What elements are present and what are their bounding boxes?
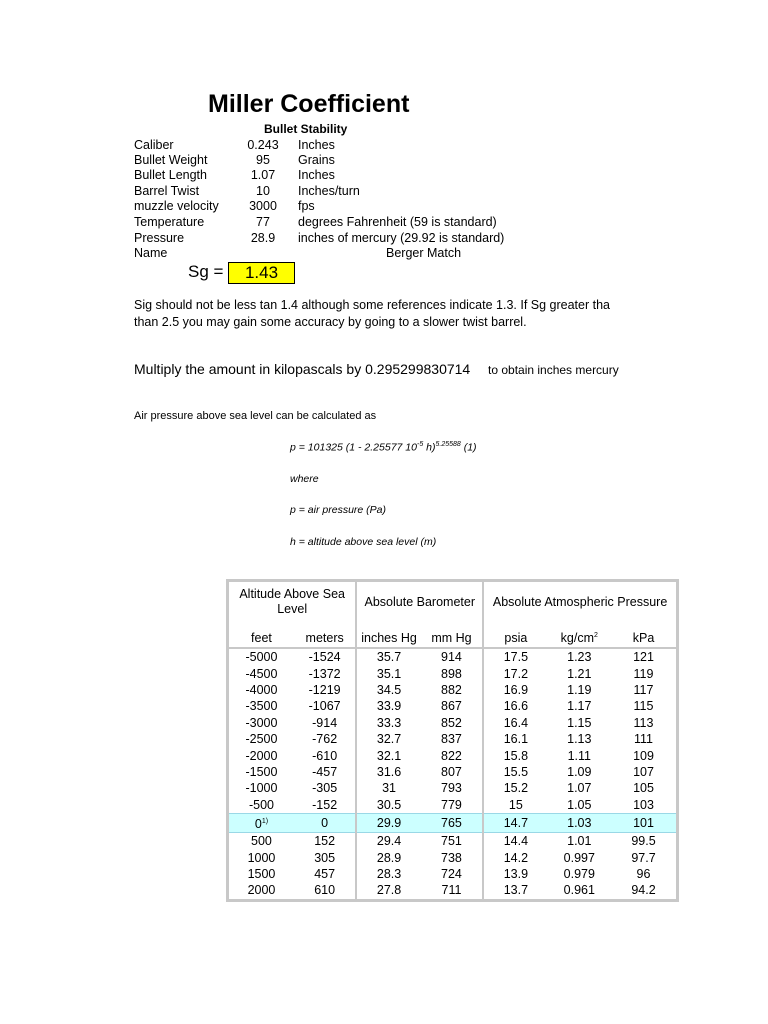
cell-value: 0.961 (563, 883, 595, 898)
cell-value: 305 (314, 850, 336, 865)
cell-value: -1067 (308, 699, 341, 714)
table-row (228, 682, 678, 698)
cell-value: 28.3 (376, 867, 402, 882)
cell-value: -1372 (308, 666, 341, 681)
table-cell (294, 682, 356, 698)
table-cell (548, 665, 611, 681)
table-cell (294, 764, 356, 780)
table-row (228, 731, 678, 747)
param-value: 28.9 (250, 231, 276, 245)
table-cell (548, 648, 611, 665)
table-cell (548, 764, 611, 780)
formula-mid: h) (423, 441, 436, 454)
table-cell (294, 780, 356, 796)
param-unit: inches of mercury (29.92 is standard) (298, 231, 505, 245)
table-cell (421, 849, 483, 865)
cell-value: 31 (382, 781, 396, 796)
table-cell (228, 731, 294, 747)
barometer-group-header: Absolute Barometer (356, 581, 483, 623)
cell-value: -762 (312, 732, 338, 747)
table-cell (483, 682, 547, 698)
param-label: Name (134, 246, 168, 260)
cell-value: 852 (441, 715, 462, 730)
cell-value: 33.9 (376, 699, 402, 714)
table-cell (356, 780, 420, 796)
table-cell (548, 682, 611, 698)
table-cell (356, 731, 420, 747)
table-cell (421, 665, 483, 681)
table-cell (421, 797, 483, 814)
cell-value: 724 (441, 867, 462, 882)
table-cell (421, 731, 483, 747)
table-row (228, 849, 678, 865)
cell-value: 1.07 (567, 781, 592, 796)
kgcm-superscript: 2 (594, 631, 598, 639)
cell-value: 107 (633, 764, 654, 779)
kilopascal-conversion-text: Multiply the amount in kilopascals by 0.295299830714 (134, 361, 471, 377)
table-cell (356, 882, 420, 900)
param-value: 3000 (249, 199, 277, 213)
cell-value: 0.979 (563, 867, 595, 882)
cell-value: 16.9 (503, 682, 529, 697)
page-title: Miller Coefficient (208, 90, 410, 118)
table-cell (294, 849, 356, 865)
table-cell (356, 866, 420, 882)
table-cell (548, 833, 611, 850)
cell-value: 500 (251, 834, 272, 849)
cell-value: 610 (314, 883, 336, 898)
cell-value: 898 (441, 666, 462, 681)
formula-main: p = 101325 (1 - 2.25577 10 (290, 441, 417, 454)
table-cell (294, 797, 356, 814)
pressure-formula (290, 441, 477, 454)
table-row (228, 648, 678, 665)
table-cell (483, 731, 547, 747)
table-cell (611, 665, 677, 681)
cell-value: 15.2 (503, 781, 529, 796)
cell-value: 33.3 (376, 715, 402, 730)
table-cell (294, 833, 356, 850)
cell-value: 29.9 (376, 815, 402, 830)
column-header-meters: meters (294, 622, 356, 648)
table-cell (548, 698, 611, 714)
cell-value: 807 (441, 764, 462, 779)
table-cell (294, 698, 356, 714)
cell-value: 1.11 (567, 748, 591, 763)
cell-value: 457 (314, 867, 336, 882)
table-cell (483, 715, 547, 731)
cell-value: 1.23 (567, 650, 592, 665)
table-cell (483, 833, 547, 850)
table-cell (421, 866, 483, 882)
cell-value: 1.19 (567, 682, 592, 697)
table-cell (548, 813, 611, 832)
cell-value: 1.03 (567, 815, 592, 830)
table-cell (294, 866, 356, 882)
table-cell (611, 813, 677, 832)
table-cell (356, 849, 420, 865)
table-cell (228, 882, 294, 900)
cell-value: 1.17 (567, 699, 592, 714)
table-cell (294, 882, 356, 900)
cell-value: 35.1 (376, 666, 402, 681)
cell-value: 882 (441, 682, 462, 697)
table-column-header-row (228, 622, 678, 648)
table-row (228, 698, 678, 714)
table-cell (228, 648, 294, 665)
cell-value: 0 (254, 817, 262, 832)
table-cell (294, 648, 356, 665)
formula-end: (1) (460, 441, 477, 454)
table-cell (483, 797, 547, 814)
cell-value: 13.9 (503, 867, 529, 882)
table-cell (356, 747, 420, 763)
table-cell (228, 833, 294, 850)
param-unit: Inches (298, 138, 335, 152)
table-cell (421, 682, 483, 698)
table-cell (228, 665, 294, 681)
sg-value-cell: 1.43 (228, 262, 295, 284)
cell-value: 96 (636, 867, 651, 882)
table-cell (611, 715, 677, 731)
cell-value: -5000 (245, 650, 278, 665)
table-cell (228, 747, 294, 763)
param-value: 77 (256, 215, 270, 229)
param-value: 95 (256, 153, 270, 167)
cell-value: 29.4 (376, 834, 402, 849)
table-row (228, 833, 678, 850)
table-cell (421, 764, 483, 780)
cell-value: 0.997 (563, 850, 595, 865)
table-cell (421, 882, 483, 900)
cell-value: 103 (633, 797, 654, 812)
atmospheric-group-header: Absolute Atmospheric Pressure (483, 581, 677, 623)
table-cell (611, 833, 677, 850)
cell-value: 14.7 (503, 815, 529, 830)
table-cell (356, 665, 420, 681)
cell-value: 1.05 (567, 797, 592, 812)
table-cell (294, 813, 356, 832)
cell-value: 27.8 (376, 883, 402, 898)
cell-value: 16.6 (503, 699, 529, 714)
cell-value: -3500 (245, 699, 278, 714)
table-cell (611, 764, 677, 780)
param-label: Bullet Length (134, 168, 207, 182)
column-header-kgcm2 (548, 622, 611, 648)
table-cell (611, 780, 677, 796)
table-cell (483, 764, 547, 780)
table-cell (421, 715, 483, 731)
cell-value: 751 (441, 834, 462, 849)
cell-value: 31.6 (376, 764, 402, 779)
cell-value: 30.5 (376, 797, 402, 812)
formula-def-p: p = air pressure (Pa) (290, 504, 386, 516)
table-cell (228, 698, 294, 714)
table-row (228, 882, 678, 900)
param-name-value: Berger Match (386, 246, 462, 260)
altitude-pressure-table (226, 579, 679, 902)
table-cell (483, 665, 547, 681)
table-cell (356, 764, 420, 780)
cell-value: 17.2 (503, 666, 529, 681)
table-cell (228, 764, 294, 780)
cell-value: 0 (321, 815, 329, 830)
table-cell (228, 780, 294, 796)
kilopascal-conversion-suffix: to obtain inches mercury (488, 363, 619, 377)
cell-value: 28.9 (376, 850, 402, 865)
param-unit: Inches/turn (298, 184, 360, 198)
cell-value: -1500 (245, 764, 278, 779)
param-label: Barrel Twist (134, 184, 200, 198)
param-value: 10 (256, 184, 270, 198)
cell-value: -1524 (308, 650, 341, 665)
cell-value: 867 (441, 699, 462, 714)
kgcm-label: kg/cm (560, 631, 595, 645)
table-row (228, 780, 678, 796)
formula-where: where (290, 473, 319, 485)
table-cell (294, 747, 356, 763)
table-cell (611, 698, 677, 714)
param-label: muzzle velocity (134, 199, 219, 213)
cell-value: 914 (441, 650, 462, 665)
cell-value: 32.1 (376, 748, 402, 763)
cell-value: 34.5 (376, 682, 402, 697)
cell-value: 1.01 (567, 834, 592, 849)
cell-value: -610 (312, 748, 338, 763)
table-cell (356, 797, 420, 814)
table-cell (228, 813, 294, 832)
param-value: 1.07 (250, 168, 276, 182)
param-label: Caliber (134, 138, 174, 152)
table-cell (356, 682, 420, 698)
table-row (228, 715, 678, 731)
param-label: Temperature (134, 215, 205, 229)
table-cell (483, 866, 547, 882)
cell-value: 2000 (247, 883, 276, 898)
cell-value: 15.5 (503, 764, 529, 779)
cell-value: -2000 (245, 748, 278, 763)
cell-value: -457 (312, 764, 338, 779)
cell-value: 15.8 (503, 748, 529, 763)
table-cell (548, 866, 611, 882)
cell-value: 13.7 (503, 883, 529, 898)
column-header-mm-hg: mm Hg (421, 622, 483, 648)
table-cell (548, 849, 611, 865)
cell-value: 121 (633, 650, 654, 665)
param-unit: fps (298, 199, 315, 213)
table-cell (356, 813, 420, 832)
table-cell (483, 648, 547, 665)
table-cell (228, 849, 294, 865)
cell-value: 765 (441, 815, 462, 830)
column-header-psia: psia (483, 622, 547, 648)
altitude-group-header: Altitude Above Sea Level (239, 587, 345, 616)
table-cell (611, 866, 677, 882)
cell-value: -305 (312, 781, 338, 796)
cell-value: 1500 (247, 867, 276, 882)
table-cell (421, 780, 483, 796)
table-cell (611, 648, 677, 665)
footnote-marker: 1) (261, 817, 269, 825)
table-cell (228, 715, 294, 731)
cell-value: 837 (441, 732, 462, 747)
cell-value: 793 (441, 781, 462, 796)
cell-value: 117 (633, 682, 654, 697)
table-cell (483, 698, 547, 714)
table-cell (483, 813, 547, 832)
table-cell (356, 698, 420, 714)
cell-value: 1.09 (567, 764, 592, 779)
column-header-feet: feet (228, 622, 294, 648)
column-header-inches-hg: inches Hg (356, 622, 420, 648)
cell-value: 94.2 (631, 883, 656, 898)
cell-value: 119 (633, 666, 654, 681)
cell-value: 97.7 (631, 850, 656, 865)
cell-value: -4500 (245, 666, 278, 681)
table-cell (548, 780, 611, 796)
table-cell (294, 715, 356, 731)
table-cell (294, 731, 356, 747)
cell-value: 14.4 (503, 834, 529, 849)
cell-value: 15 (508, 797, 523, 812)
table-cell (421, 747, 483, 763)
cell-value: -1000 (245, 781, 278, 796)
table-cell (356, 833, 420, 850)
table-cell (548, 731, 611, 747)
cell-value: 113 (633, 715, 654, 730)
param-label: Pressure (134, 231, 185, 245)
cell-value: 14.2 (503, 850, 529, 865)
stability-note-line-2: than 2.5 you may gain some accuracy by going to a slower twist barrel. (134, 315, 527, 329)
table-cell (611, 747, 677, 763)
cell-value: -1219 (308, 682, 341, 697)
table-cell (611, 882, 677, 900)
cell-value: -4000 (245, 682, 278, 697)
table-cell (548, 797, 611, 814)
cell-value: 101 (633, 815, 654, 830)
cell-value: -2500 (245, 732, 278, 747)
formula-exponent-2: 5.25588 (435, 441, 461, 448)
section-subtitle: Bullet Stability (264, 122, 348, 136)
table-cell (611, 797, 677, 814)
param-unit: Grains (298, 153, 335, 167)
cell-value: 152 (314, 834, 336, 849)
column-header-kpa: kPa (611, 622, 677, 648)
cell-value: 17.5 (503, 650, 529, 665)
table-cell (548, 747, 611, 763)
table-row (228, 764, 678, 780)
table-row (228, 747, 678, 763)
param-value: 0.243 (247, 138, 279, 152)
param-unit: degrees Fahrenheit (59 is standard) (298, 215, 497, 229)
param-unit: Inches (298, 168, 335, 182)
table-row (228, 665, 678, 681)
cell-value: 738 (441, 850, 462, 865)
table-cell (483, 780, 547, 796)
cell-value: 1.15 (567, 715, 592, 730)
table-cell (421, 833, 483, 850)
cell-value: 111 (634, 732, 654, 747)
table-group-header-row (228, 581, 678, 623)
cell-value: 1.21 (567, 666, 592, 681)
cell-value: 35.7 (376, 650, 402, 665)
cell-value: 99.5 (631, 834, 656, 849)
table-cell (421, 698, 483, 714)
table-cell (611, 731, 677, 747)
formula-def-h: h = altitude above sea level (m) (290, 536, 437, 548)
cell-value: 16.4 (503, 715, 529, 730)
air-pressure-intro: Air pressure above sea level can be calculated as (134, 410, 377, 422)
table-cell (228, 682, 294, 698)
cell-value: 105 (633, 781, 654, 796)
cell-value: 822 (441, 748, 462, 763)
cell-value: 1000 (247, 850, 276, 865)
table-cell (483, 882, 547, 900)
param-label: Bullet Weight (134, 153, 208, 167)
table-row (228, 866, 678, 882)
table-cell (421, 648, 483, 665)
cell-value: 16.1 (503, 732, 529, 747)
cell-value: -500 (248, 797, 274, 812)
table-cell (483, 747, 547, 763)
table-cell (228, 866, 294, 882)
cell-value: 115 (633, 699, 654, 714)
stability-note-line-1: Sig should not be less tan 1.4 although some references indicate 1.3. If Sg greater tha (134, 298, 610, 312)
table-row (228, 797, 678, 814)
cell-value: -914 (312, 715, 338, 730)
cell-value: 711 (441, 883, 462, 898)
cell-value: 1.13 (567, 732, 592, 747)
table-cell (611, 849, 677, 865)
table-cell (356, 648, 420, 665)
formula-exponent-1: -5 (416, 441, 424, 448)
table-cell (294, 665, 356, 681)
table-cell (228, 797, 294, 814)
cell-value: -152 (312, 797, 338, 812)
table-row (228, 813, 678, 832)
table-cell (611, 682, 677, 698)
table-cell (548, 882, 611, 900)
cell-value: 779 (441, 797, 462, 812)
cell-value: -3000 (245, 715, 278, 730)
cell-value: 109 (633, 748, 654, 763)
table-cell (356, 715, 420, 731)
table-cell (483, 849, 547, 865)
table-cell (548, 715, 611, 731)
cell-value: 32.7 (376, 732, 402, 747)
table-cell (421, 813, 483, 832)
sg-label: Sg = (188, 262, 224, 281)
